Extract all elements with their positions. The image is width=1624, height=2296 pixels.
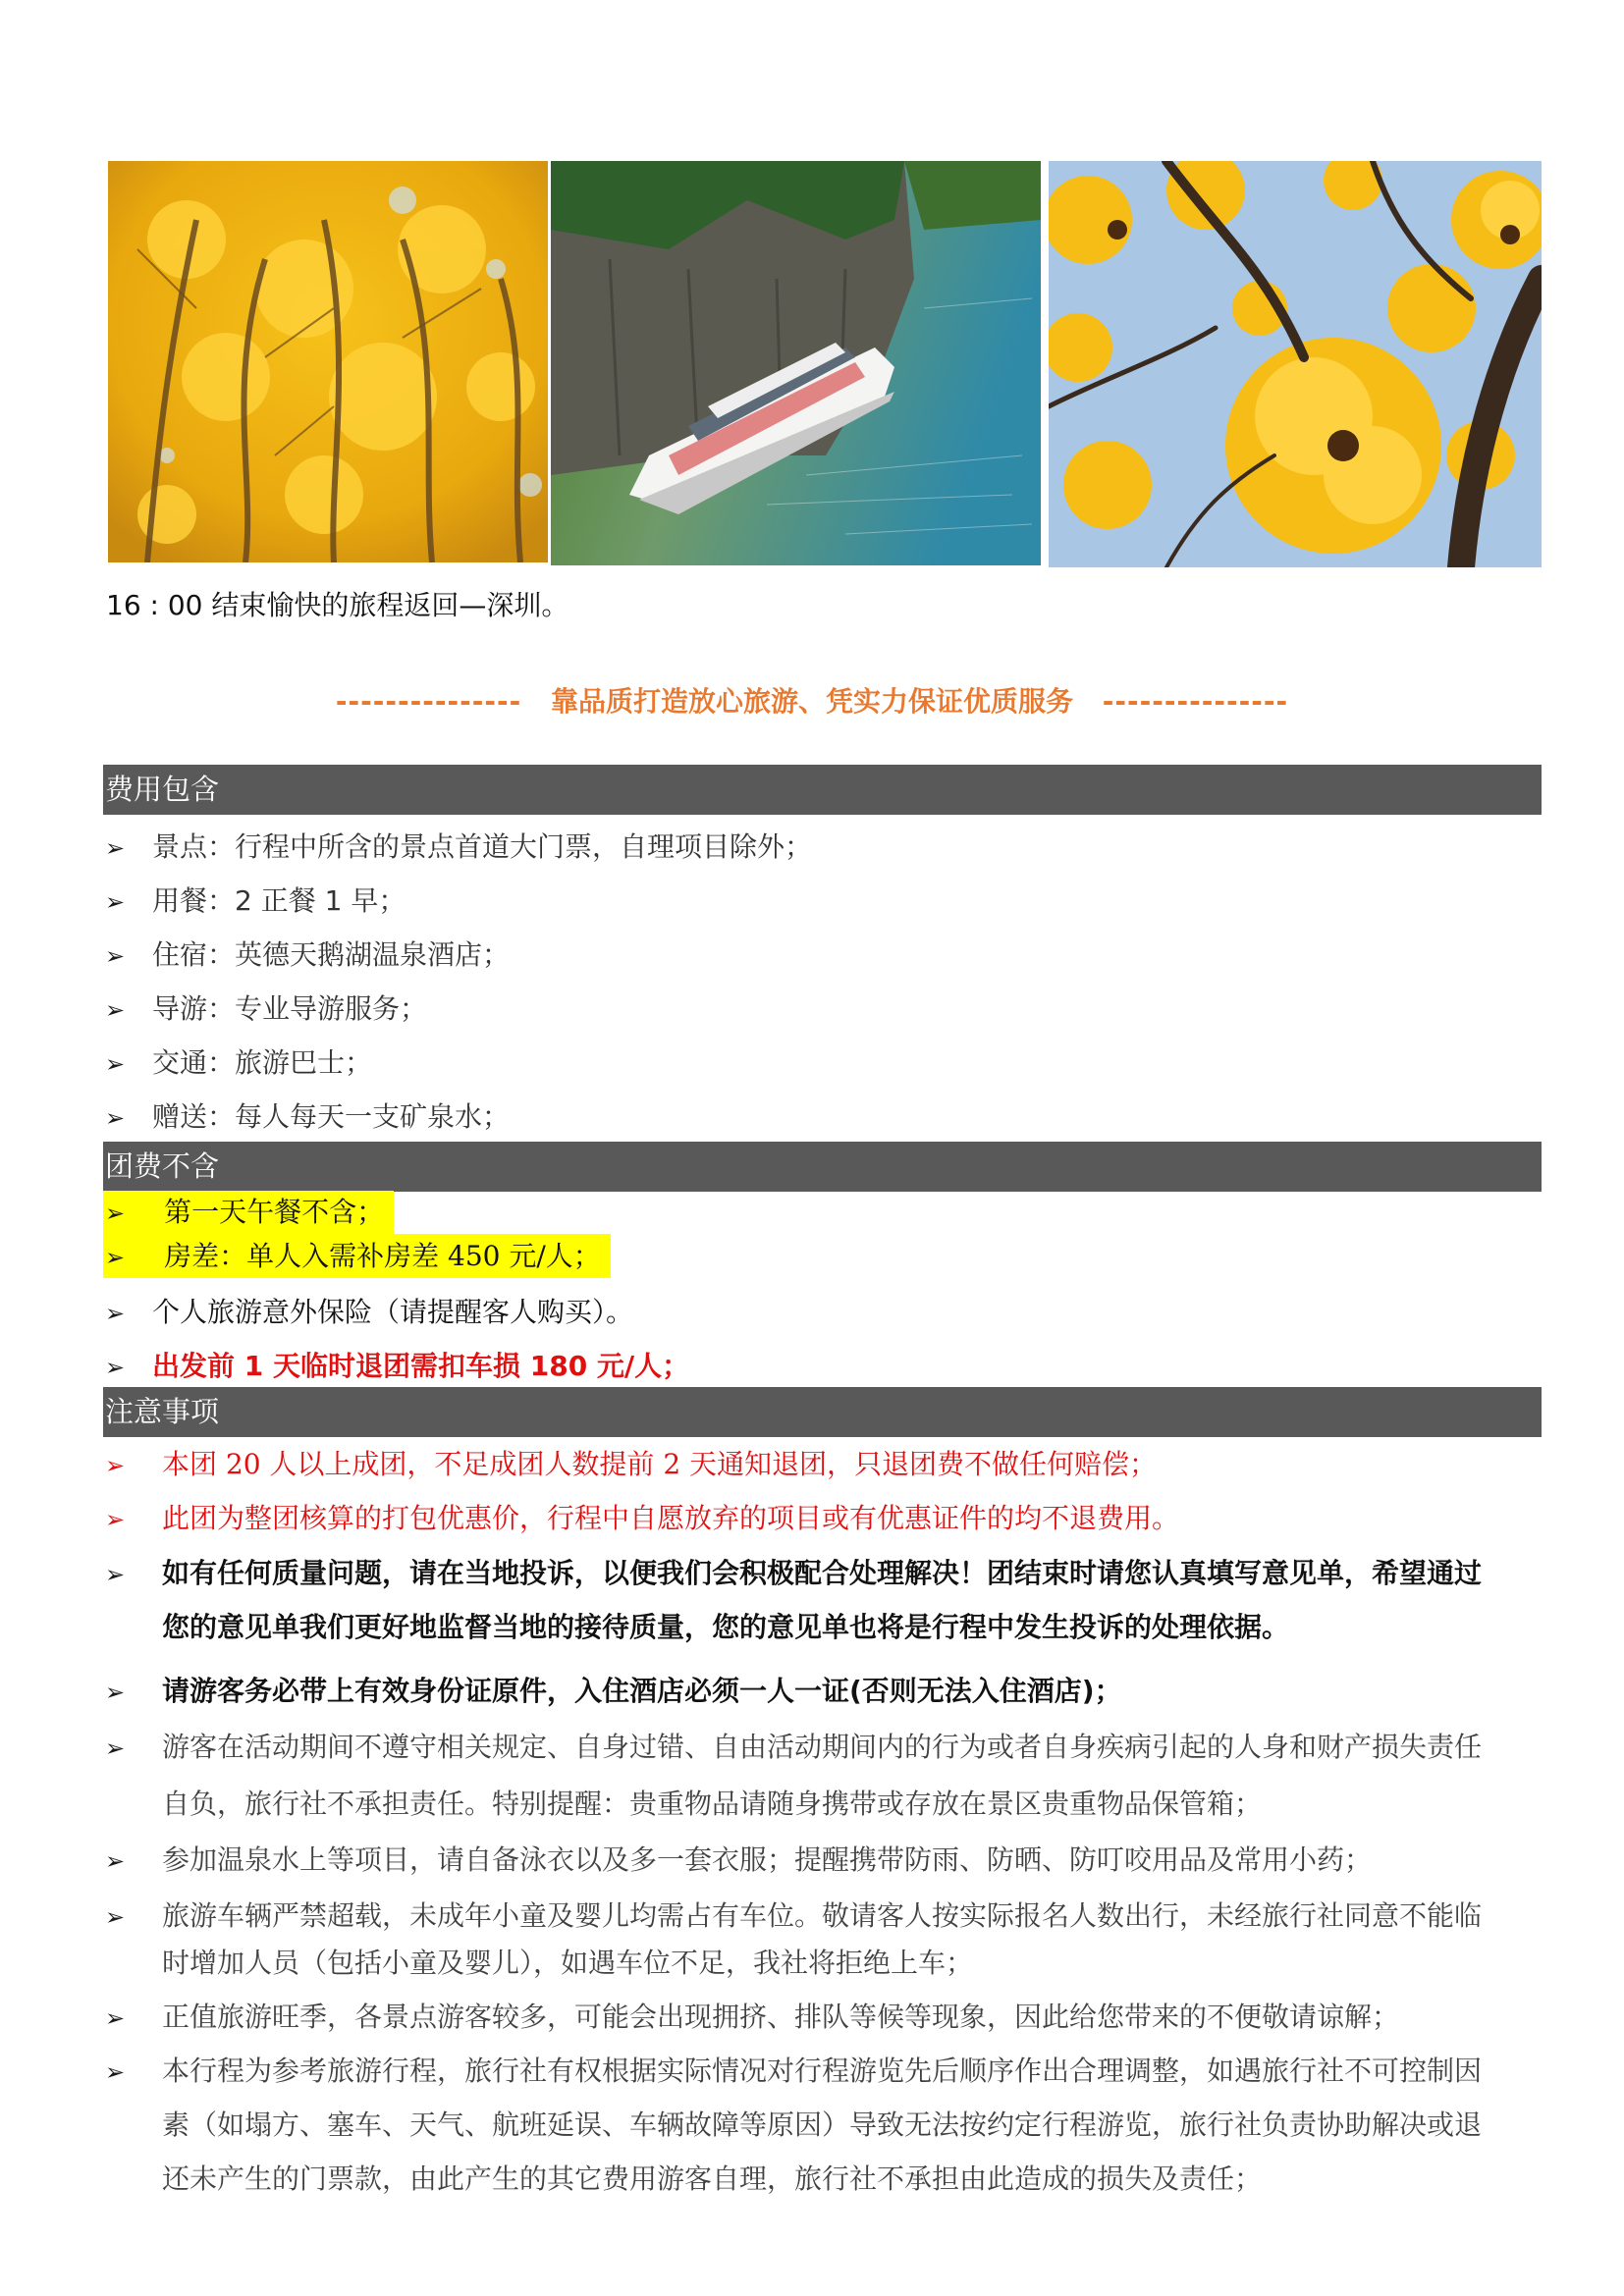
notes-item-text: 正值旅游旺季，各景点游客较多，可能会出现拥挤、排队等候等现象，因此给您带来的不便敬请谅解； (162, 2001, 1400, 2033)
notes-item-continuation: 素（如塌方、塞车、天气、航班延误、车辆故障等原因）导致无法按约定行程游览，旅行社负责协助解决或退 (162, 2109, 1483, 2141)
arrow-bullet-icon: ➢ (105, 1104, 126, 1132)
section-header-notes: 注意事项 (103, 1387, 1542, 1437)
arrow-bullet-icon: ➢ (105, 1244, 126, 1271)
excluded-item-text: 第一天午餐不含； (164, 1196, 385, 1228)
included-item (105, 989, 427, 1030)
excluded-item-highlighted (103, 1191, 394, 1234)
river-cruise-boat-photo (551, 161, 1041, 565)
excluded-item (105, 1293, 633, 1333)
notes-item-text: 如有任何质量问题，请在当地投诉，以便我们会积极配合处理解决！团结束时请您认真填写意见单，希望通过 (162, 1557, 1483, 1589)
excluded-item-highlighted (103, 1234, 611, 1278)
slogan-banner (0, 680, 1624, 720)
included-item (105, 1097, 510, 1138)
itinerary-end-time-line: 16 : 00 结束愉快的旅程返回—深圳。 (106, 589, 569, 621)
included-item (105, 1043, 372, 1084)
arrow-bullet-icon: ➢ (105, 1200, 126, 1227)
notes-item (105, 1998, 1399, 2038)
included-item-text: 导游：专业导游服务； (152, 992, 428, 1025)
section-header-included: 费用包含 (103, 765, 1542, 815)
arrow-bullet-icon: ➢ (105, 2058, 126, 2086)
arrow-bullet-icon: ➢ (105, 1506, 126, 1533)
included-item-text: 交通：旅游巴士； (152, 1046, 373, 1079)
arrow-bullet-icon: ➢ (105, 1300, 126, 1327)
included-item-text: 景点：行程中所含的景点首道大门票，自理项目除外； (152, 830, 813, 863)
banner-dashes-left: --------------- (335, 685, 522, 718)
notes-item-text: 此团为整团核算的打包优惠价，行程中自愿放弃的项目或有优惠证件的均不退费用。 (162, 1502, 1180, 1534)
notes-item (105, 2052, 1482, 2092)
notes-item-continuation: 自负，旅行社不承担责任。特别提醒：贵重物品请随身携带或存放在景区贵重物品保管箱； (162, 1788, 1263, 1820)
notes-item (105, 1841, 1372, 1881)
arrow-bullet-icon: ➢ (105, 1903, 126, 1931)
yellow-flower-closeup-photo (1049, 161, 1542, 567)
notes-item-text: 参加温泉水上等项目，请自备泳衣以及多一套衣服；提醒携带防雨、防晒、防叮咬用品及常用小药； (162, 1843, 1373, 1876)
golden-trumpet-trees-photo (108, 161, 548, 562)
arrow-bullet-icon: ➢ (105, 1354, 126, 1381)
included-item-text: 住宿：英德天鹅湖温泉酒店； (152, 938, 511, 971)
included-item-text: 用餐：2 正餐 1 早； (152, 884, 406, 917)
notes-item-important (105, 1554, 1482, 1594)
notes-item-important (105, 1672, 1122, 1712)
notes-item-warning (105, 1499, 1179, 1539)
arrow-bullet-icon: ➢ (105, 1847, 126, 1875)
arrow-bullet-icon: ➢ (105, 1452, 126, 1479)
arrow-bullet-icon: ➢ (105, 888, 126, 916)
excluded-item-text: 出发前 1 天临时退团需扣车损 180 元/人； (152, 1350, 690, 1382)
included-item (105, 828, 812, 868)
section-header-excluded: 团费不含 (103, 1142, 1542, 1192)
excluded-item-warning (105, 1347, 689, 1387)
excluded-item-text: 个人旅游意外保险（请提醒客人购买）。 (152, 1296, 634, 1328)
arrow-bullet-icon: ➢ (105, 1679, 126, 1706)
notes-item-continuation: 您的意见单我们更好地监督当地的接待质量，您的意见单也将是行程中发生投诉的处理依据。 (162, 1611, 1290, 1643)
arrow-bullet-icon: ➢ (105, 1561, 126, 1588)
notes-item-warning (105, 1445, 1157, 1485)
notes-item-text: 游客在活动期间不遵守相关规定、自身过错、自由活动期间内的行为或者自身疾病引起的人身和财产损失责任 (162, 1731, 1483, 1763)
notes-item-text: 请游客务必带上有效身份证原件，入住酒店必须一人一证(否则无法入住酒店)； (162, 1675, 1122, 1707)
notes-item (105, 1896, 1482, 1937)
notes-item-text: 旅游车辆严禁超载，未成年小童及婴儿均需占有车位。敬请客人按实际报名人数出行，未经旅行社同意不能临 (162, 1899, 1483, 1932)
arrow-bullet-icon: ➢ (105, 1050, 126, 1078)
arrow-bullet-icon: ➢ (105, 2004, 126, 2032)
notes-item-text: 本团 20 人以上成团，不足成团人数提前 2 天通知退团，只退团费不做任何赔偿； (162, 1448, 1158, 1480)
notes-item-text: 本行程为参考旅游行程，旅行社有权根据实际情况对行程游览先后顺序作出合理调整，如遇旅行社不可控制因 (162, 2055, 1483, 2087)
arrow-bullet-icon: ➢ (105, 1735, 126, 1762)
notes-item-continuation: 还未产生的门票款，由此产生的其它费用游客自理，旅行社不承担由此造成的损失及责任； (162, 2163, 1263, 2195)
banner-slogan: 靠品质打造放心旅游、凭实力保证优质服务 (550, 685, 1073, 718)
arrow-bullet-icon: ➢ (105, 942, 126, 970)
arrow-bullet-icon: ➢ (105, 996, 126, 1024)
notes-item-continuation: 时增加人员（包括小童及婴儿），如遇车位不足，我社将拒绝上车； (162, 1947, 974, 1979)
included-item-text: 赠送：每人每天一支矿泉水； (152, 1100, 511, 1133)
excluded-item-text: 房差：单人入需补房差 450 元/人； (164, 1240, 601, 1272)
included-item (105, 881, 406, 922)
included-item (105, 935, 510, 976)
notes-item (105, 1728, 1482, 1768)
arrow-bullet-icon: ➢ (105, 834, 126, 862)
banner-dashes-right: --------------- (1102, 685, 1289, 718)
